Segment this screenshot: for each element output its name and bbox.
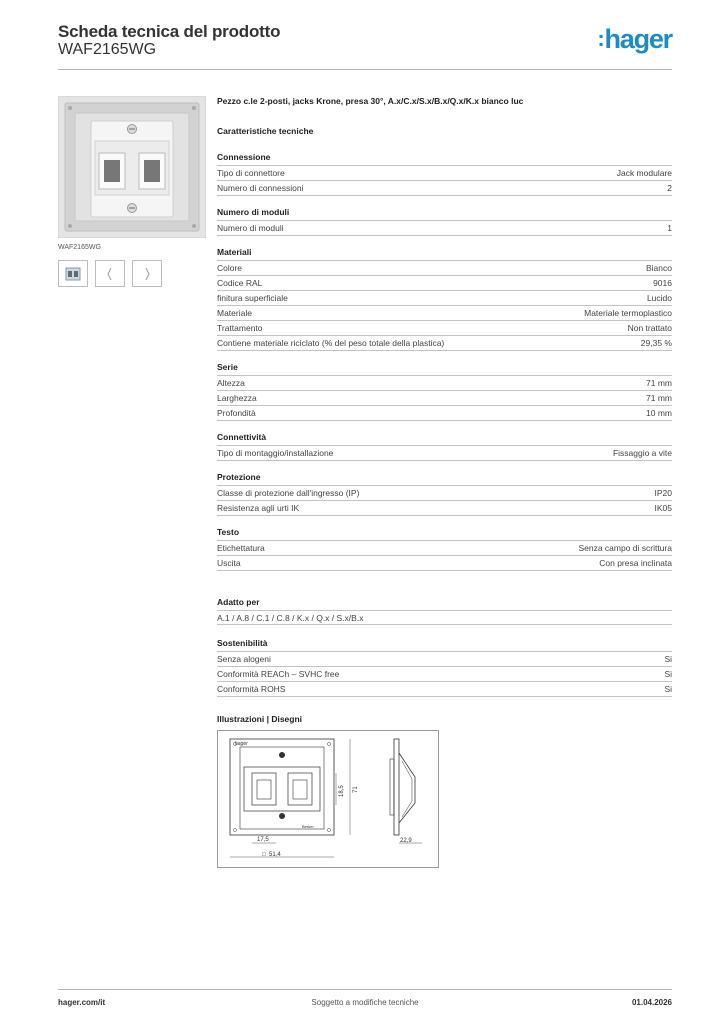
drawing-logo: hager bbox=[235, 741, 248, 747]
thumbnail-strip bbox=[58, 260, 206, 287]
spec-value: IK05 bbox=[622, 501, 672, 516]
section-title: Serie bbox=[217, 362, 238, 372]
spec-value: Si bbox=[646, 667, 673, 682]
page-footer bbox=[58, 989, 672, 1011]
spec-section bbox=[217, 432, 672, 461]
table-row bbox=[217, 181, 672, 196]
section-title: Adatto per bbox=[217, 597, 260, 607]
page-header bbox=[58, 20, 672, 70]
spec-value: Si bbox=[646, 682, 673, 697]
spec-value: 10 mm bbox=[492, 406, 672, 421]
spec-label: Etichettatura bbox=[217, 541, 371, 556]
spec-label: Conformità REACh – SVHC free bbox=[217, 667, 646, 682]
spec-value: 71 mm bbox=[492, 376, 672, 391]
spec-table bbox=[217, 165, 672, 196]
section-title: Protezione bbox=[217, 472, 261, 482]
section-title: Connessione bbox=[217, 152, 271, 162]
spec-value: Fissaggio a vite bbox=[519, 446, 672, 461]
table-row bbox=[217, 486, 672, 501]
spec-value: Si bbox=[646, 652, 673, 667]
spec-label: Contiene materiale riciclato (% del peso totale della plastica) bbox=[217, 336, 545, 351]
spec-section bbox=[217, 207, 672, 236]
drawing-brand: Berker bbox=[302, 824, 314, 829]
table-row bbox=[217, 336, 672, 351]
product-media bbox=[58, 96, 206, 287]
table-row bbox=[217, 261, 672, 276]
spec-value: Bianco bbox=[545, 261, 672, 276]
spec-label: Tipo di montaggio/installazione bbox=[217, 446, 519, 461]
technical-drawing-icon bbox=[218, 731, 438, 867]
spec-label: Altezza bbox=[217, 376, 492, 391]
thumbnail-front[interactable] bbox=[58, 260, 88, 287]
table-row bbox=[217, 376, 672, 391]
table-row bbox=[217, 221, 672, 236]
table-row bbox=[217, 652, 672, 667]
dim-depth: 22,9 bbox=[400, 838, 412, 844]
illustrations-section bbox=[217, 714, 672, 868]
image-caption: WAF2165WG bbox=[58, 244, 101, 251]
table-row bbox=[217, 446, 672, 461]
spec-label: Materiale bbox=[217, 306, 545, 321]
product-image-icon bbox=[59, 97, 205, 237]
spec-sheet bbox=[217, 96, 672, 868]
section-title: Numero di moduli bbox=[217, 207, 290, 217]
table-row bbox=[217, 276, 672, 291]
table-row bbox=[217, 291, 672, 306]
dim-width-total: 51,4 bbox=[269, 852, 281, 858]
spec-value: Con presa inclinata bbox=[371, 556, 672, 571]
spec-label: Numero di connessioni bbox=[217, 181, 495, 196]
table-row bbox=[217, 321, 672, 336]
spec-label: finitura superficiale bbox=[217, 291, 545, 306]
spec-section bbox=[217, 362, 672, 421]
spec-label: Profondità bbox=[217, 406, 492, 421]
table-row bbox=[217, 682, 672, 697]
thumb-front-icon bbox=[65, 267, 81, 281]
technical-drawing bbox=[217, 730, 439, 868]
spec-section bbox=[217, 472, 672, 516]
spec-value: 71 mm bbox=[492, 391, 672, 406]
spec-label: Tipo di connettore bbox=[217, 166, 495, 181]
dim-width-jack: 17,5 bbox=[257, 837, 269, 843]
table-row bbox=[217, 391, 672, 406]
product-code: WAF2165WG bbox=[58, 41, 157, 58]
spec-value: 2 bbox=[495, 181, 672, 196]
table-row bbox=[217, 166, 672, 181]
spec-table bbox=[217, 375, 672, 421]
spec-table bbox=[217, 220, 672, 236]
spec-table bbox=[217, 485, 672, 516]
spec-label: Resistenza agli urti IK bbox=[217, 501, 622, 516]
spec-label: Conformità ROHS bbox=[217, 682, 646, 697]
table-row bbox=[217, 501, 672, 516]
table-row bbox=[217, 541, 672, 556]
spec-value: 29,35 % bbox=[545, 336, 672, 351]
spec-table bbox=[217, 260, 672, 351]
spec-label: Codice RAL bbox=[217, 276, 545, 291]
spec-value: 1 bbox=[642, 221, 672, 236]
thumb-right-icon bbox=[142, 267, 152, 281]
document-title: Scheda tecnica del prodotto bbox=[58, 22, 281, 41]
spec-label: Trattamento bbox=[217, 321, 545, 336]
footer-note: Soggetto a modifiche tecniche bbox=[311, 998, 419, 1007]
section-title: Connettività bbox=[217, 432, 267, 442]
spec-section bbox=[217, 527, 672, 571]
spec-label: Larghezza bbox=[217, 391, 492, 406]
spec-section bbox=[217, 247, 672, 351]
product-image bbox=[58, 96, 206, 238]
section-title: Sostenibilità bbox=[217, 638, 268, 648]
svg-text:□: □ bbox=[262, 852, 266, 858]
spec-value: Senza campo di scrittura bbox=[371, 541, 672, 556]
section-title: Testo bbox=[217, 527, 240, 537]
product-description: Pezzo c.le 2-posti, jacks Krone, presa 30°, A.x/C.x/S.x/B.x/Q.x/K.x bianco luc bbox=[217, 96, 524, 106]
table-row bbox=[217, 556, 672, 571]
footer-website[interactable]: hager.com/it bbox=[58, 998, 106, 1007]
adatto-section bbox=[217, 597, 672, 625]
dim-height-jack: 18,5 bbox=[339, 785, 345, 797]
thumbnail-left[interactable] bbox=[95, 260, 125, 287]
thumbnail-right[interactable] bbox=[132, 260, 162, 287]
spec-value: 9016 bbox=[545, 276, 672, 291]
footer-date: 01.04.2026 bbox=[631, 998, 672, 1007]
spec-label: Numero di moduli bbox=[217, 221, 642, 236]
spec-label: Colore bbox=[217, 261, 545, 276]
spec-value: Lucido bbox=[545, 291, 672, 306]
thumb-left-icon bbox=[105, 267, 115, 281]
table-row bbox=[217, 406, 672, 421]
table-row bbox=[217, 306, 672, 321]
dim-height-total: 71 bbox=[353, 786, 359, 793]
spec-value: Materiale termoplastico bbox=[545, 306, 672, 321]
section-title: Materiali bbox=[217, 247, 252, 257]
hager-logo: :hager bbox=[597, 24, 672, 54]
table-row bbox=[217, 667, 672, 682]
adatto-value: A.1 / A.8 / C.1 / C.8 / K.x / Q.x / S.x/B.x bbox=[217, 610, 672, 625]
spec-table bbox=[217, 540, 672, 571]
spec-label: Senza alogeni bbox=[217, 652, 646, 667]
spec-value: Jack modulare bbox=[495, 166, 672, 181]
tech-heading: Caratteristiche tecniche bbox=[217, 126, 314, 136]
spec-label: Uscita bbox=[217, 556, 371, 571]
spec-table bbox=[217, 445, 672, 461]
spec-sections bbox=[217, 152, 672, 571]
spec-table bbox=[217, 651, 672, 697]
sostenibilita-section bbox=[217, 638, 672, 697]
spec-value: Non trattato bbox=[545, 321, 672, 336]
spec-value: IP20 bbox=[622, 486, 672, 501]
section-title: Illustrazioni | Disegni bbox=[217, 714, 303, 724]
spec-label: Classe di protezione dall'ingresso (IP) bbox=[217, 486, 622, 501]
spec-section bbox=[217, 152, 672, 196]
